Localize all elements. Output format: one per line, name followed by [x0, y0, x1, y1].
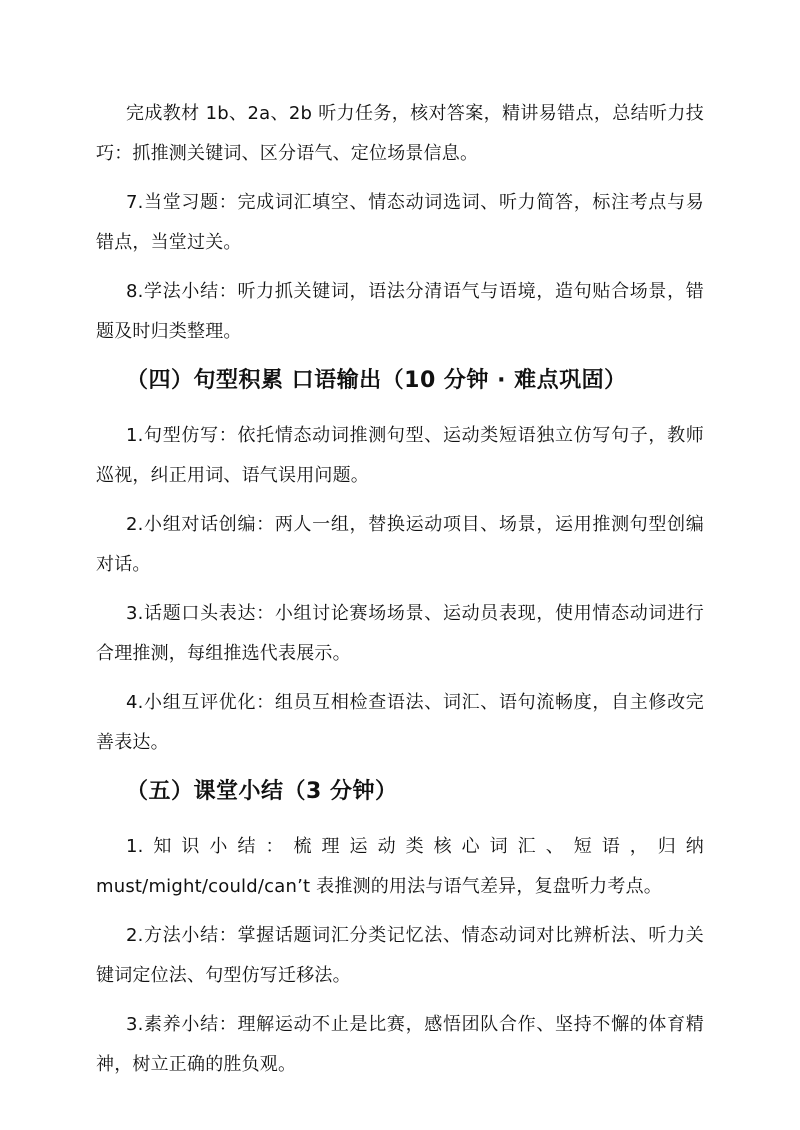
section4-item-4: 4.小组互评优化：组员互相检查语法、词汇、语句流畅度，自主修改完善表达。: [96, 692, 704, 753]
section5-item-2: 2.方法小结：掌握话题词汇分类记忆法、情态动词对比辨析法、听力关键词定位法、句型仿写迁移法。: [96, 925, 704, 986]
section4-item-1: 1.句型仿写：依托情态动词推测句型、运动类短语独立仿写句子，教师巡视，纠正用词、语气误用问题。: [96, 425, 704, 486]
section4-item-3: 3.话题口头表达：小组讨论赛场场景、运动员表现，使用情态动词进行合理推测，每组推选代表展示。: [96, 603, 704, 664]
section5-item-3: 3.素养小结：理解运动不止是比赛，感悟团队合作、坚持不懈的体育精神，树立正确的胜负观。: [96, 1014, 704, 1075]
section-heading-4: （四）句型积累 口语输出（10 分钟 · 难点巩固）: [126, 368, 627, 393]
paragraph-listening-tasks: 完成教材 1b、2a、2b 听力任务，核对答案，精讲易错点，总结听力技巧：抓推测关键词、区分语气、定位场景信息。: [96, 103, 704, 164]
section5-item-1: 1.知识小结：梳理运动类核心词汇、短语，归纳 must/might/could/can’t 表推测的用法与语气差异，复盘听力考点。: [96, 836, 704, 897]
section-heading-5: （五）课堂小结（3 分钟）: [126, 779, 398, 804]
paragraph-classroom-exercises: 7.当堂习题：完成词汇填空、情态动词选词、听力简答，标注考点与易错点，当堂过关。: [96, 192, 704, 253]
paragraph-study-method-summary: 8.学法小结：听力抓关键词，语法分清语气与语境，造句贴合场景，错题及时归类整理。: [96, 281, 704, 342]
section4-item-2: 2.小组对话创编：两人一组，替换运动项目、场景，运用推测句型创编对话。: [96, 514, 704, 575]
